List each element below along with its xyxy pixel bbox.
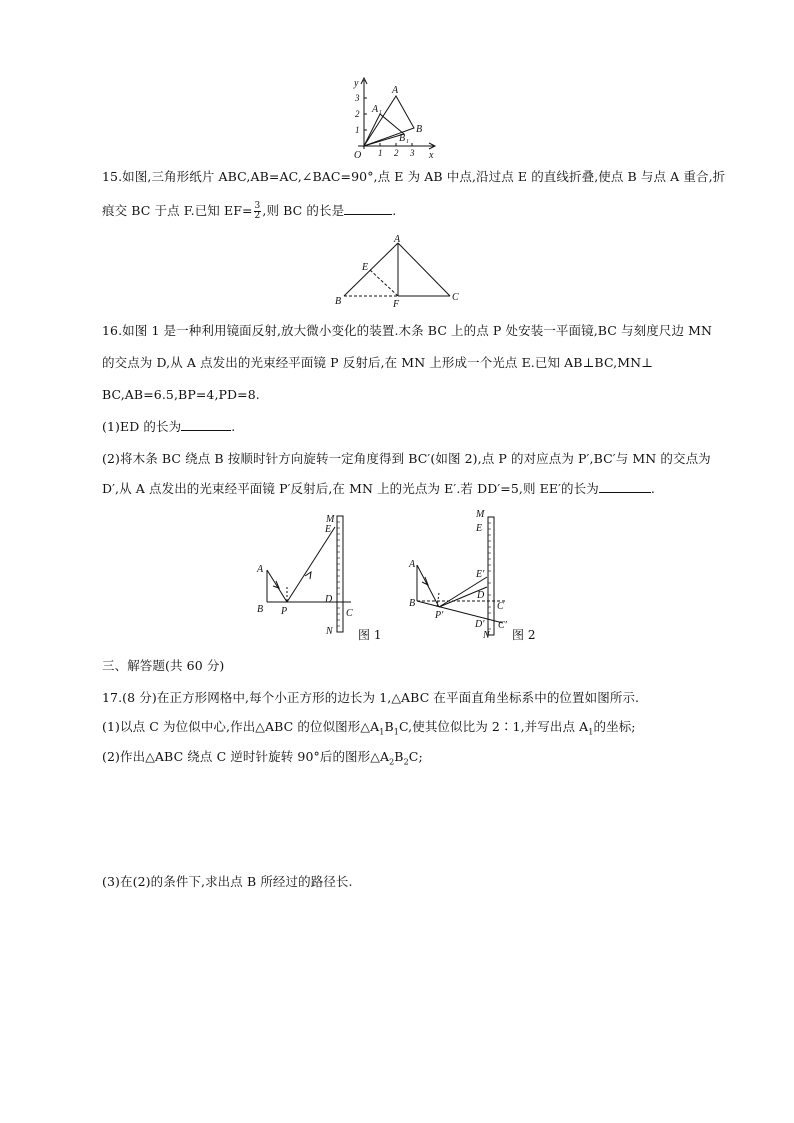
svg-text:N: N <box>326 626 333 637</box>
label-c: C <box>452 292 459 303</box>
svg-text:B: B <box>409 598 416 609</box>
ruler <box>337 516 343 632</box>
svg-text:1: 1 <box>379 110 382 116</box>
label-a1: A <box>372 104 379 115</box>
svg-text:E: E <box>476 523 483 534</box>
label-a: A <box>394 234 401 245</box>
label-b: B <box>335 296 342 307</box>
svg-text:M: M <box>476 509 485 520</box>
svg-text:C′: C′ <box>498 620 507 631</box>
answer-blank-q15 <box>344 214 392 215</box>
svg-text:A: A <box>409 559 416 570</box>
svg-text:E: E <box>325 524 332 535</box>
svg-text:D: D <box>477 590 485 601</box>
svg-text:B: B <box>257 604 264 615</box>
svg-text:3: 3 <box>410 148 415 158</box>
label-b1: B <box>399 133 406 144</box>
svg-text:P′: P′ <box>435 610 444 621</box>
q15-line1: 15.如图,三角形纸片 ABC,AB=AC,∠BAC=90°,点 E 为 AB 中点,沿过点 E 的直线折叠,使点 B 与点 A 重合,折 <box>102 169 726 184</box>
svg-text:A: A <box>257 564 264 575</box>
svg-text:D′: D′ <box>475 619 485 630</box>
q16-line1: 16.如图 1 是一种利用镜面反射,放大微小变化的装置.木条 BC 上的点 P 处安装一平面镜,BC 与刻度尺边 MN <box>102 323 713 338</box>
fraction-3-2: $\frac{3}{2}$ <box>254 201 261 221</box>
svg-text:2: 2 <box>394 148 399 158</box>
figure-1-caption: 图 1 <box>358 628 382 642</box>
label-f: F <box>393 299 400 310</box>
answer-blank-q16-2 <box>599 492 651 493</box>
coordinate-figure <box>340 74 450 162</box>
figure-2 <box>405 505 545 645</box>
section-title: 三、解答题(共 60 分) <box>102 658 225 673</box>
figure-2-caption: 图 2 <box>512 628 536 642</box>
svg-text:1: 1 <box>406 139 409 145</box>
q16-line2: 的交点为 D,从 A 点发出的光束经平面镜 P 反射后,在 MN 上形成一个光点 E.已知 AB⊥BC,MN⊥ <box>102 355 654 370</box>
q16-part1: (1)ED 的长为 . <box>102 419 236 434</box>
svg-text:C: C <box>497 601 504 612</box>
svg-text:E′: E′ <box>476 569 485 580</box>
q17-intro: 17.(8 分)在正方形网格中,每个小正方形的边长为 1,△ABC 在平面直角坐标系中的位置如图所示. <box>102 690 640 705</box>
answer-blank-q16-1 <box>181 430 231 431</box>
label-origin: O <box>354 150 362 161</box>
q16-part2-line1: (2)将木条 BC 绕点 B 按顺时针方向旋转一定角度得到 BC′(如图 2),点 P 的对应点为 P′,BC′与 MN 的交点为 <box>102 451 711 466</box>
svg-text:M: M <box>326 514 335 525</box>
q17-part2: (2)作出△ABC 绕点 C 逆时针旋转 90°后的图形$\triangle A_2B_2C$; <box>102 749 423 767</box>
label-y: y <box>354 78 359 89</box>
figure-1 <box>255 510 390 645</box>
triangle-figure <box>330 232 470 312</box>
q16-part2-line2: D′,从 A 点发出的光束经平面镜 P′反射后,在 MN 上的光点为 E′.若 DD′=5,则 EE′的长为 . <box>102 481 655 496</box>
q17-part1: (1)以点 C 为位似中心,作出△ABC 的位似图形$\triangle A_1B_1C$,使其位似比为 2∶1,并写出点 $A_1$的坐标; <box>102 719 636 737</box>
triangle-oa1b1 <box>364 114 404 146</box>
label-b: B <box>416 124 423 135</box>
label-a: A <box>392 85 399 96</box>
svg-text:C: C <box>346 608 353 619</box>
svg-text:P: P <box>281 606 288 617</box>
q16-line3: BC,AB=6.5,BP=4,PD=8. <box>102 387 260 402</box>
q17-part3: (3)在(2)的条件下,求出点 B 所经过的路径长. <box>102 874 353 889</box>
svg-text:2: 2 <box>355 109 360 119</box>
svg-text:3: 3 <box>355 93 360 103</box>
label-x: x <box>429 150 434 161</box>
label-e: E <box>362 262 369 273</box>
svg-text:N: N <box>483 630 490 641</box>
q15-line2: 痕交 BC 于点 F.已知 EF= $\frac{3}{2}$ ,则 BC 的长是 . <box>102 201 397 221</box>
svg-text:1: 1 <box>378 148 383 158</box>
svg-text:1: 1 <box>355 125 360 135</box>
svg-text:D: D <box>325 594 333 605</box>
